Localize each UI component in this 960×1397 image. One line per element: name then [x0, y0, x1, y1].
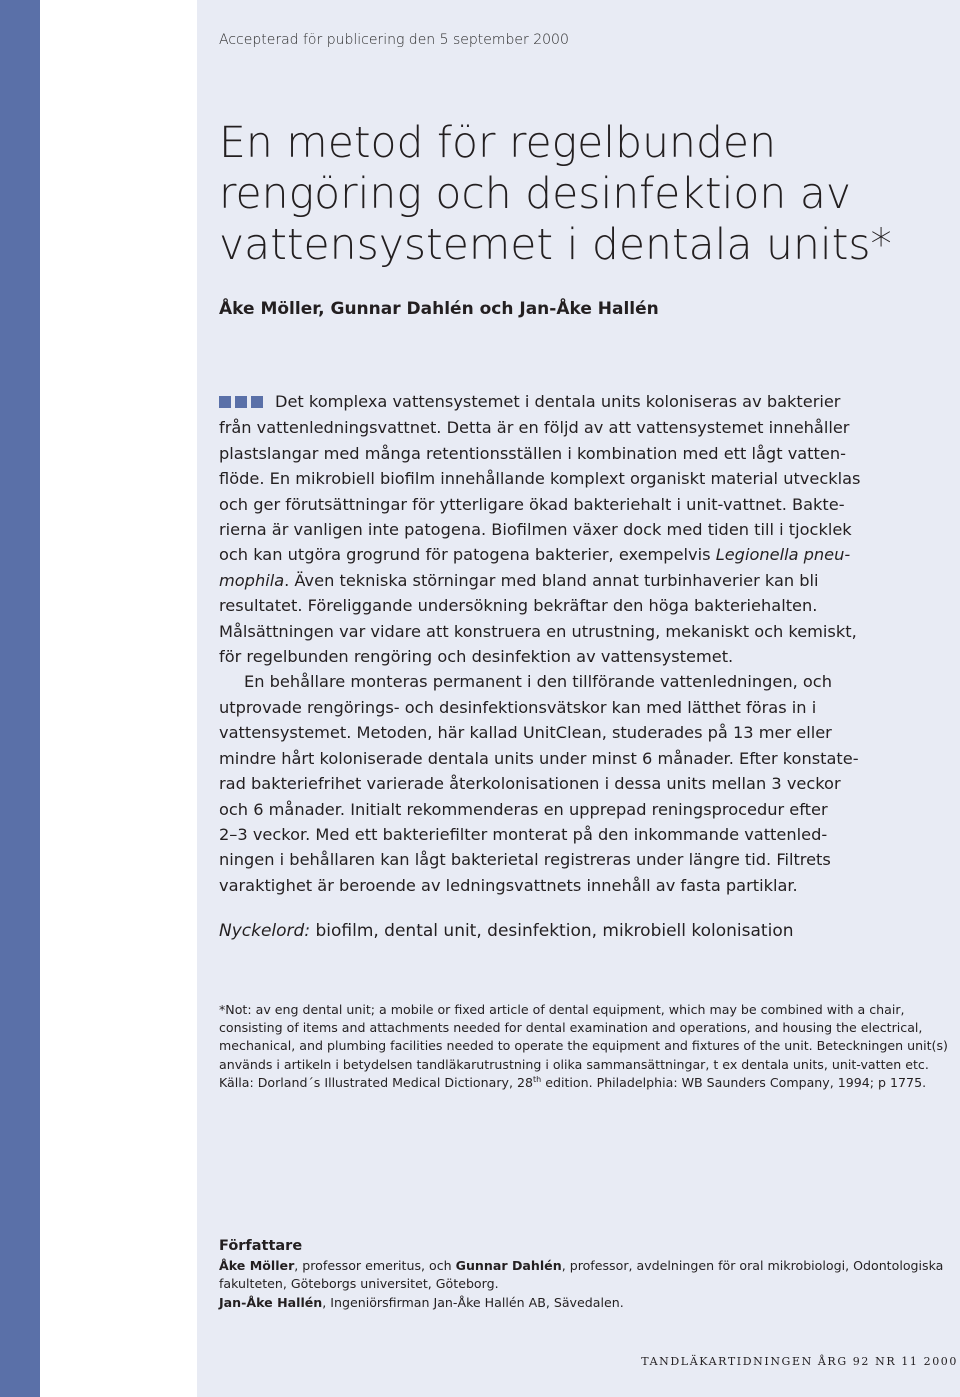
abstract-line: mindre hårt koloniserade dentala units under minst 6 månader. Efter konstate- — [219, 748, 859, 768]
footnote-line: mechanical, and plumbing facilities needed to operate the equipment and fixtures of the unit. Beteckningen unit(s) — [219, 1038, 948, 1054]
bullet-squares-icon — [219, 390, 267, 415]
left-accent-bar — [0, 0, 40, 1397]
abstract-line: ningen i behållaren kan lågt bakterietal registreras under längre tid. Filtrets — [219, 850, 831, 870]
acceptance-note: Accepterad för publicering den 5 september 2000 — [219, 32, 569, 48]
abstract-line: 2–3 veckor. Med ett bakteriefilter monterat på den inkommande vattenled- — [219, 824, 828, 844]
author-affiliations — [219, 1237, 944, 1312]
species-name: mophila — [219, 570, 285, 590]
abstract-line: vattensystemet. Metoden, här kallad UnitClean, studerades på 13 mer eller — [219, 723, 832, 743]
author-name: Gunnar Dahlén — [455, 1257, 562, 1273]
superscript: th — [533, 1074, 542, 1084]
abstract — [219, 389, 941, 898]
journal-footer: TANDLÄKARTIDNINGEN ÅRG 92 NR 11 2000 — [641, 1355, 958, 1368]
footnote — [219, 1001, 948, 1092]
footnote-line: Källa: Dorland´s Illustrated Medical Dictionary, 28th edition. Philadelphia: WB Saunders Company, 1994; p 1775. — [219, 1074, 927, 1090]
abstract-line: rierna är vanligen inte patogena. Biofilmen växer dock med tiden till i tjocklek — [219, 520, 852, 540]
keywords-text: biofilm, dental unit, desinfektion, mikrobiell kolonisation — [310, 921, 794, 941]
abstract-line: och ger förutsättningar för ytterligare ökad bakteriehalt i unit-vattnet. Bakte- — [219, 494, 845, 514]
affiliation-line: Jan-Åke Hallén, Ingeniörsfirman Jan-Åke Hallén AB, Sävedalen. — [219, 1294, 624, 1310]
abstract-line: En behållare monteras permanent i den tillförande vattenledningen, och — [244, 672, 832, 692]
footnote-line: används i artikeln i betydelsen tandläkarutrustning i olika sammansättningar, t ex dentala units, unit-vatten etc. — [219, 1056, 929, 1072]
affiliation-line: Åke Möller, professor emeritus, och Gunnar Dahlén, professor, avdelningen för oral mikrobiologi, Odontologiska — [219, 1257, 944, 1273]
species-name: Legionella pneu- — [715, 545, 851, 565]
abstract-line: varaktighet är beroende av ledningsvattnets innehåll av fasta partiklar. — [219, 875, 798, 895]
keywords — [219, 921, 794, 941]
abstract-line: plastslangar med många retentionsställen i kombination med ett lågt vatten- — [219, 443, 846, 463]
affiliation-line: fakulteten, Göteborgs universitet, Göteborg. — [219, 1276, 499, 1291]
keywords-label: Nyckelord: — [219, 921, 311, 941]
title-line: En metod för regelbunden — [219, 119, 777, 168]
title-line: rengöring och desinfektion av — [219, 170, 852, 219]
abstract-line: flöde. En mikrobiell biofilm innehållande komplext organiskt material utvecklas — [219, 469, 861, 489]
abstract-line: resultatet. Föreliggande undersökning bekräftar den höga bakteriehalten. — [219, 596, 818, 616]
footnote-line: *Not: av eng dental unit; a mobile or fixed article of dental equipment, which may be combined with a chair, — [219, 1002, 905, 1017]
abstract-line: Det komplexa vattensystemet i dentala units koloniseras av bakterier — [219, 389, 941, 415]
author-name: Åke Möller — [219, 1257, 295, 1273]
abstract-line: utprovade rengörings- och desinfektionsvätskor kan med lätthet föras in i — [219, 697, 817, 717]
abstract-line: och kan utgöra grogrund för patogena bakterier, exempelvis Legionella pneu- — [219, 545, 851, 565]
article-title — [219, 118, 941, 271]
abstract-line: rad bakteriefrihet varierade återkolonisationen i dessa units mellan 3 veckor — [219, 774, 841, 794]
abstract-line: från vattenledningsvattnet. Detta är en följd av att vattensystemet innehåller — [219, 418, 850, 438]
authors-heading: Författare — [219, 1238, 303, 1254]
title-line: vattensystemet i dentala units* — [219, 221, 892, 270]
abstract-line: mophila. Även tekniska störningar med bland annat turbinhaverier kan bli — [219, 570, 819, 590]
author-name: Jan-Åke Hallén — [219, 1294, 323, 1310]
abstract-line: och 6 månader. Initialt rekommenderas en upprepad reningsprocedur efter — [219, 799, 828, 819]
abstract-line: Målsättningen var vidare att konstruera en utrustning, mekaniskt och kemiskt, — [219, 621, 857, 641]
footnote-line: consisting of items and attachments needed for dental examination and operations, and housing the electrical, — [219, 1020, 923, 1036]
abstract-line: för regelbunden rengöring och desinfektion av vattensystemet. — [219, 647, 734, 667]
article-authors: Åke Möller, Gunnar Dahlén och Jan-Åke Hallén — [219, 299, 659, 319]
